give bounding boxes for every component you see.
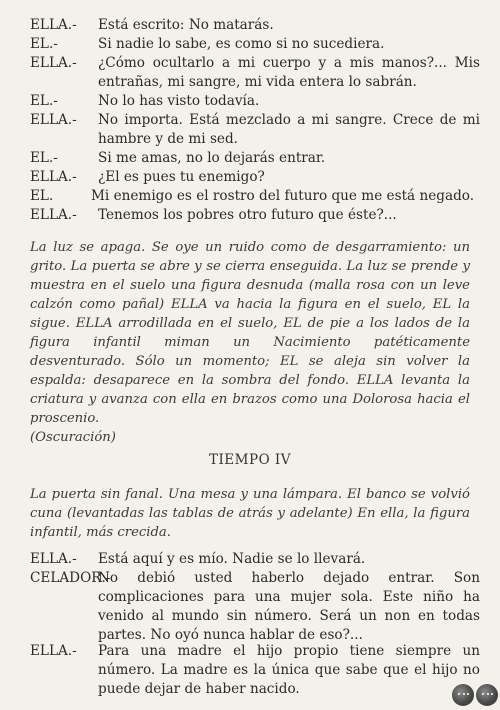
dialogue-line (30, 168, 480, 187)
dialogue-text: ¿El es pues tu enemigo? (98, 169, 265, 185)
dialogue-text: Está escrito: No matarás. (98, 17, 274, 33)
dialogue-text: Para una madre el hijo propio tiene siempre un número. La madre es la única que sabe que el hijo no puede dejar de haber nacido. (98, 643, 480, 697)
dialogue-line (30, 35, 480, 54)
dialogue-text: No importa. Está mezclado a mi sangre. Crece de mi hambre y de mi sed. (98, 112, 480, 147)
dialogue-text: ¿Cómo ocultarlo a mi cuerpo y a mis manos?... Mis entrañas, mi sangre, mi vida entera lo sabrán. (98, 55, 480, 90)
dialogue-line (30, 642, 480, 699)
stage-direction-end: (Oscuración) (30, 430, 116, 445)
speaker-name: ELLA.- (30, 55, 77, 71)
speaker-name: EL.- (30, 93, 58, 109)
stage-direction (30, 485, 470, 542)
dialogue-line (30, 569, 480, 645)
dialogue-line (30, 187, 480, 206)
stage-direction-text: La luz se apaga. Se oye un ruido como de desgarramiento: un grito. La puerta se abre y se cierra enseguida. La luz se prende y muestra en el suelo una figura desnuda (malla rosa con un leve calzón como pañal) ELLA va hacia la figura en el suelo, EL la sigue. ELLA arrodillada en el suelo, EL de pie a los lados de la figura infantil miman un Nacimiento patéticamente desventurado. Sólo un momento; EL se aleja sin volver la espalda: desaparece en la sombra del fondo. ELLA levanta la criatura y avanza con ella en brazos como una Dolorosa hacia el proscenio. (30, 240, 470, 426)
dialogue-line (30, 550, 480, 569)
speaker-name: ELLA.- (30, 169, 77, 185)
dialogue-text: Tenemos los pobres otro futuro que éste?... (98, 207, 397, 223)
dialogue-text: Está aquí y es mío. Nadie se lo llevará. (98, 551, 366, 567)
speaker-name: EL. (30, 188, 54, 204)
speaker-name: EL.- (30, 36, 58, 52)
dialogue-line (30, 111, 480, 149)
dialogue-line (30, 16, 480, 35)
dialogue-text: No debió usted haberlo dejado entrar. Son complicaciones para una mujer sola. Este niño ha venido al mundo sin número. Será un non en todas partes. No oyó nunca hablar de eso?... (98, 570, 480, 643)
dialogue-line (30, 206, 480, 225)
dialogue-line (30, 54, 480, 92)
speaker-name: ELLA.- (30, 643, 77, 659)
stage-direction-text: La puerta sin fanal. Una mesa y una lámpara. El banco se volvió cuna (levantadas las tablas de atrás y adelante) En ella, la figura infantil, más crecida. (30, 487, 470, 540)
speaker-name: EL.- (30, 150, 58, 166)
dialogue-text: Mi enemigo es el rostro del futuro que me está negado. (91, 188, 475, 204)
section-heading: TIEMPO IV (208, 452, 292, 468)
stage-direction (30, 238, 470, 447)
speaker-name: ELLA.- (30, 207, 77, 223)
dialogue-text: No lo has visto todavía. (98, 93, 260, 109)
dialogue-text: Si nadie lo sabe, es como si no sucediera. (98, 36, 385, 52)
more-options-icon[interactable] (476, 684, 498, 706)
back-page-icon[interactable] (452, 684, 474, 706)
speaker-name: ELLA.- (30, 551, 77, 567)
dialogue-line (30, 149, 480, 168)
speaker-name: ELLA.- (30, 17, 77, 33)
dialogue-text: Si me amas, no lo dejarás entrar. (98, 150, 326, 166)
speaker-name: CELADOR.- (30, 570, 111, 586)
dialogue-line (30, 92, 480, 111)
speaker-name: ELLA.- (30, 112, 77, 128)
